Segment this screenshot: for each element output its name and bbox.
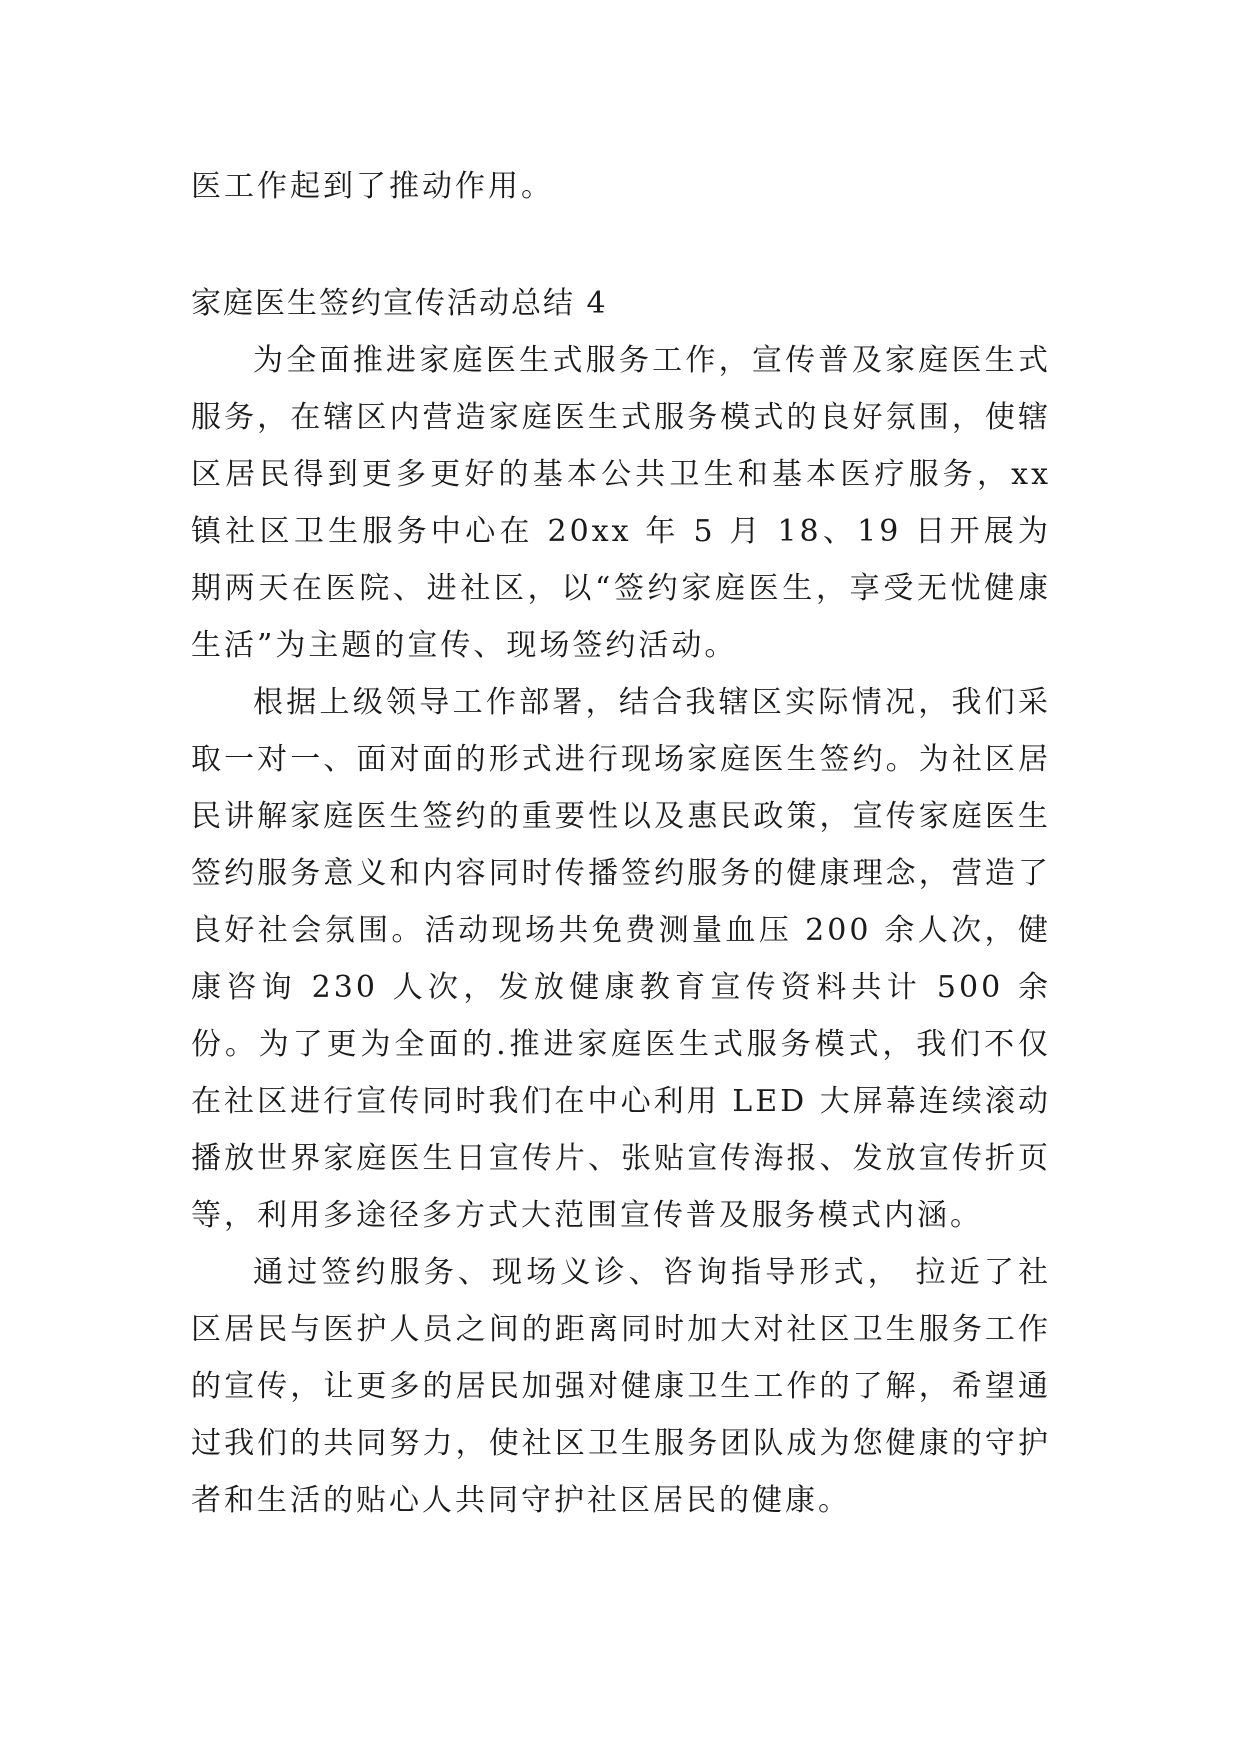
- continuation-text: 医工作起到了推动作用。: [191, 169, 554, 204]
- document-body: [191, 158, 1051, 1529]
- section-title: 家庭医生签约宣传活动总结 4: [191, 286, 608, 321]
- paragraph-1: 为全面推进家庭医生式服务工作，宣传普及家庭医生式服务，在辖区内营造家庭医生式服务模式的良好氛围，使辖区居民得到更多更好的基本公共卫生和基本医疗服务，xx 镇社区卫生服务中心在 20xx 年 5 月 18、19 日开展为期两天在医院、进社区，以“签约家庭医生，享受无忧健康生活”为主题的宣传、现场签约活动。: [191, 343, 1051, 663]
- paragraph-3: 通过签约服务、现场义诊、咨询指导形式， 拉近了社区居民与医护人员之间的距离同时加大对社区卫生服务工作的宣传，让更多的居民加强对健康卫生工作的了解，希望通过我们的共同努力，使社区卫生服务团队成为您健康的守护者和生活的贴心人共同守护社区居民的健康。: [191, 1255, 1051, 1518]
- paragraph-2: 根据上级领导工作部署，结合我辖区实际情况，我们采取一对一、面对面的形式进行现场家庭医生签约。为社区居民讲解家庭医生签约的重要性以及惠民政策，宣传家庭医生签约服务意义和内容同时传播签约服务的健康理念，营造了良好社会氛围。活动现场共免费测量血压 200 余人次，健康咨询 230 人次，发放健康教育宣传资料共计 500 余份。为了更为全面的.推进家庭医生式服务模式，我们不仅在社区进行宣传同时我们在中心利用 LED 大屏幕连续滚动播放世界家庭医生日宣传片、张贴宣传海报、发放宣传折页等，利用多途径多方式大范围宣传普及服务模式内涵。: [191, 685, 1051, 1233]
